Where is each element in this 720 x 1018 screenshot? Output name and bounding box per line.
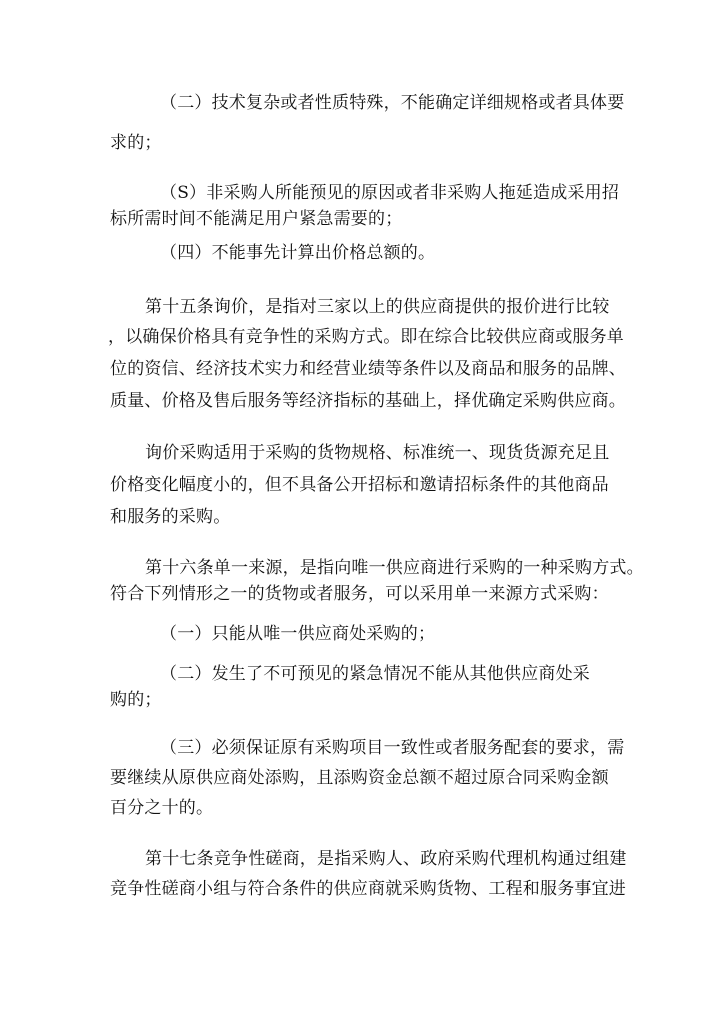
paragraph-line: （四）不能事先计算出价格总额的。 xyxy=(160,243,436,263)
paragraph-line: 位的资信、经济技术实力和经营业绩等条件以及商品和服务的品牌、 xyxy=(110,359,626,379)
paragraph-line: 购的； xyxy=(110,690,162,710)
paragraph-line: 和服务的采购。 xyxy=(110,507,231,527)
paragraph-line: 百分之十的。 xyxy=(110,798,214,818)
paragraph-line: 第十七条竞争性磋商，是指采购人、政府采购代理机构通过组建 xyxy=(145,849,627,869)
paragraph-line: 质量、价格及售后服务等经济指标的基础上，择优确定采购供应商。 xyxy=(110,391,626,411)
paragraph-line: 价格变化幅度小的，但不具备公开招标和邀请招标条件的其他商品 xyxy=(110,475,609,495)
paragraph-line: （三）必须保证原有采购项目一致性或者服务配套的要求，需 xyxy=(160,738,625,758)
paragraph-line: 第十六条单一来源，是指向唯一供应商进行采购的一种采购方式。 xyxy=(145,558,644,578)
paragraph-line: （二）技术复杂或者性质特殊，不能确定详细规格或者具体要 xyxy=(160,93,625,113)
paragraph-line: 标所需时间不能满足用户紧急需要的； xyxy=(110,209,403,229)
paragraph-line: （S）非采购人所能预见的原因或者非采购人拖延造成采用招 xyxy=(160,183,620,203)
paragraph-line: 第十五条询价，是指对三家以上的供应商提供的报价进行比较 xyxy=(145,297,610,317)
paragraph-line: 符合下列情形之一的货物或者服务，可以采用单一来源方式采购： xyxy=(110,584,609,604)
paragraph-line: 求的； xyxy=(110,133,162,153)
paragraph-line: （一）只能从唯一供应商处采购的； xyxy=(160,624,436,644)
paragraph-line: 要继续从原供应商处添购，且添购资金总额不超过原合同采购金额 xyxy=(110,768,609,788)
paragraph-line: 竞争性磋商小组与符合条件的供应商就采购货物、工程和服务事宜进 xyxy=(110,879,626,899)
paragraph-line: （二）发生了不可预见的紧急情况不能从其他供应商处采 xyxy=(160,664,590,684)
paragraph-line: 询价采购适用于采购的货物规格、标准统一、现货货源充足且 xyxy=(145,443,610,463)
paragraph-line: ，以确保价格具有竞争性的采购方式。即在综合比较供应商或服务单 xyxy=(108,327,624,347)
